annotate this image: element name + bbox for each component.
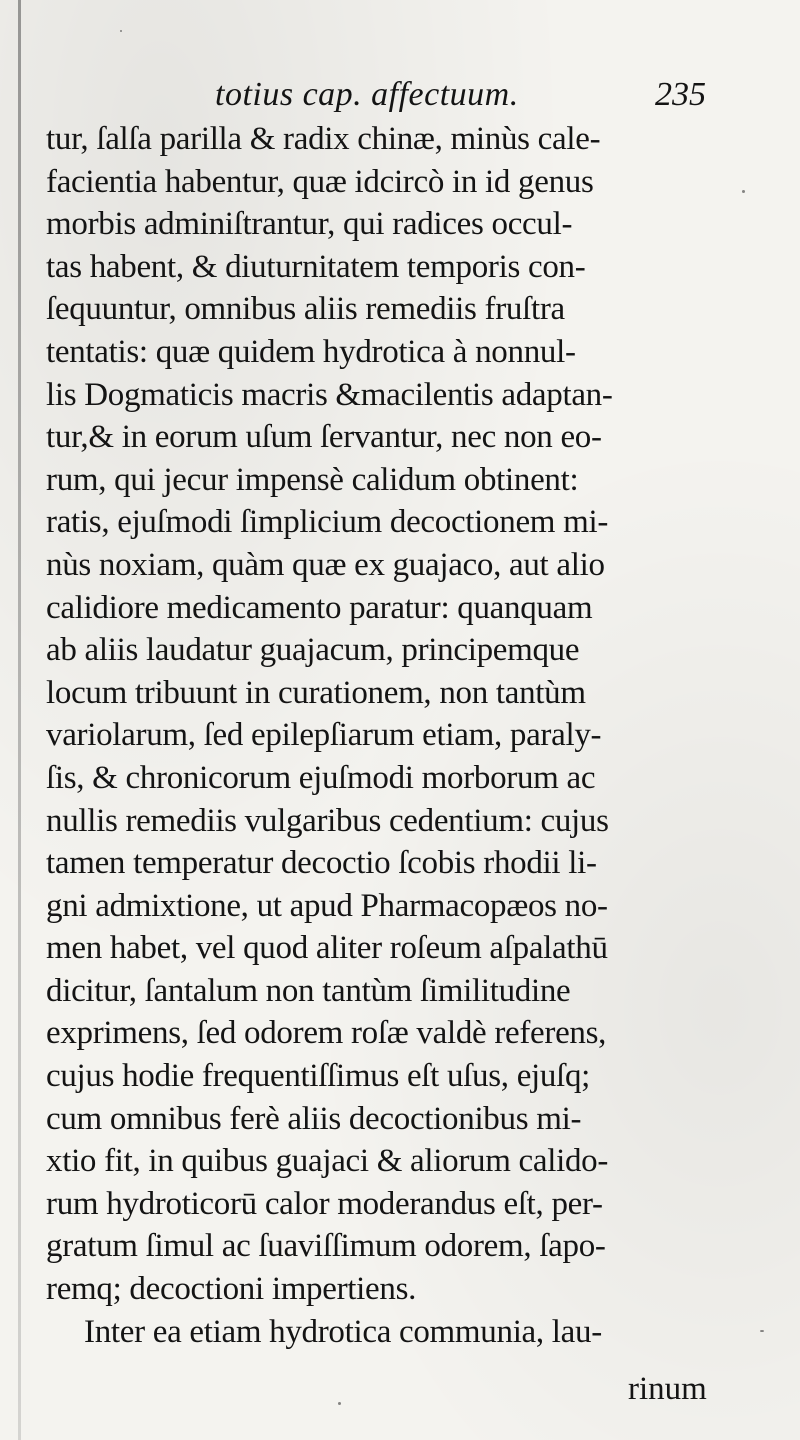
running-head: totius cap. affectuum.: [215, 76, 519, 113]
text-line: variolarum, ſed epilepſiarum etiam, paraly-: [46, 717, 602, 754]
page-number: 235: [655, 76, 706, 113]
page-header: [0, 70, 800, 120]
text-line: facientia habentur, quæ idcircò in id genus: [46, 163, 594, 200]
text-line: ab aliis laudatur guajacum, principemque: [46, 632, 580, 669]
text-line: locum tribuunt in curationem, non tantùm: [46, 674, 586, 711]
text-line: rum, qui jecur impensè calidum obtinent:: [46, 461, 579, 498]
text-line: nullis remediis vulgaribus cedentium: cujus: [46, 802, 609, 839]
text-line: tur,& in eorum uſum ſervantur, nec non eo-: [46, 419, 602, 456]
text-line: xtio fit, in quibus guajaci & aliorum calido-: [46, 1143, 609, 1180]
page-gutter-edge: [18, 0, 21, 1440]
text-line: tamen temperatur decoctio ſcobis rhodii li-: [46, 845, 597, 882]
paper-speck: [338, 1402, 341, 1405]
paper-speck: [120, 30, 122, 32]
text-line: dicitur, ſantalum non tantùm ſimilitudine: [46, 972, 571, 1009]
text-line: morbis adminiſtrantur, qui radices occul-: [46, 206, 573, 243]
text-line: ſis, & chronicorum ejuſmodi morborum ac: [46, 759, 596, 796]
text-line: ratis, ejuſmodi ſimplicium decoctionem mi-: [46, 504, 609, 541]
paragraph-start-line: Inter ea etiam hydrotica communia, lau-: [84, 1313, 602, 1350]
paper-speck: [760, 1330, 764, 1332]
text-line: tur, ſalſa parilla & radix chinæ, minùs cale-: [46, 121, 601, 157]
text-line: men habet, vel quod aliter roſeum aſpalathū: [46, 930, 608, 967]
text-line: gratum ſimul ac ſuaviſſimum odorem, ſapo-: [46, 1228, 606, 1265]
text-line: tentatis: quæ quidem hydrotica à nonnul-: [46, 333, 576, 370]
text-line: nùs noxiam, quàm quæ ex guajaco, aut alio: [46, 546, 605, 583]
text-line: rum hydroticorū calor moderandus eſt, per-: [46, 1185, 603, 1222]
text-line: cum omnibus ferè aliis decoctionibus mi-: [46, 1100, 582, 1137]
text-line: remq; decoctioni impertiens.: [46, 1271, 417, 1308]
text-line: cujus hodie frequentiſſimus eſt uſus, ejuſq;: [46, 1058, 591, 1095]
paper-speck: [742, 190, 745, 193]
text-line: calidiore medicamento paratur: quanquam: [46, 589, 593, 626]
text-line: tas habent, & diuturnitatem temporis con-: [46, 248, 586, 285]
text-line: lis Dogmaticis macris &macilentis adaptan-: [46, 376, 613, 413]
body-text: [46, 118, 736, 1353]
text-line: ſequuntur, omnibus aliis remediis fruſtra: [46, 291, 565, 328]
catchword: rinum: [628, 1371, 707, 1407]
text-line: exprimens, ſed odorem roſæ valdè referens,: [46, 1015, 607, 1052]
text-line: gni admixtione, ut apud Pharmacopæos no-: [46, 887, 608, 924]
